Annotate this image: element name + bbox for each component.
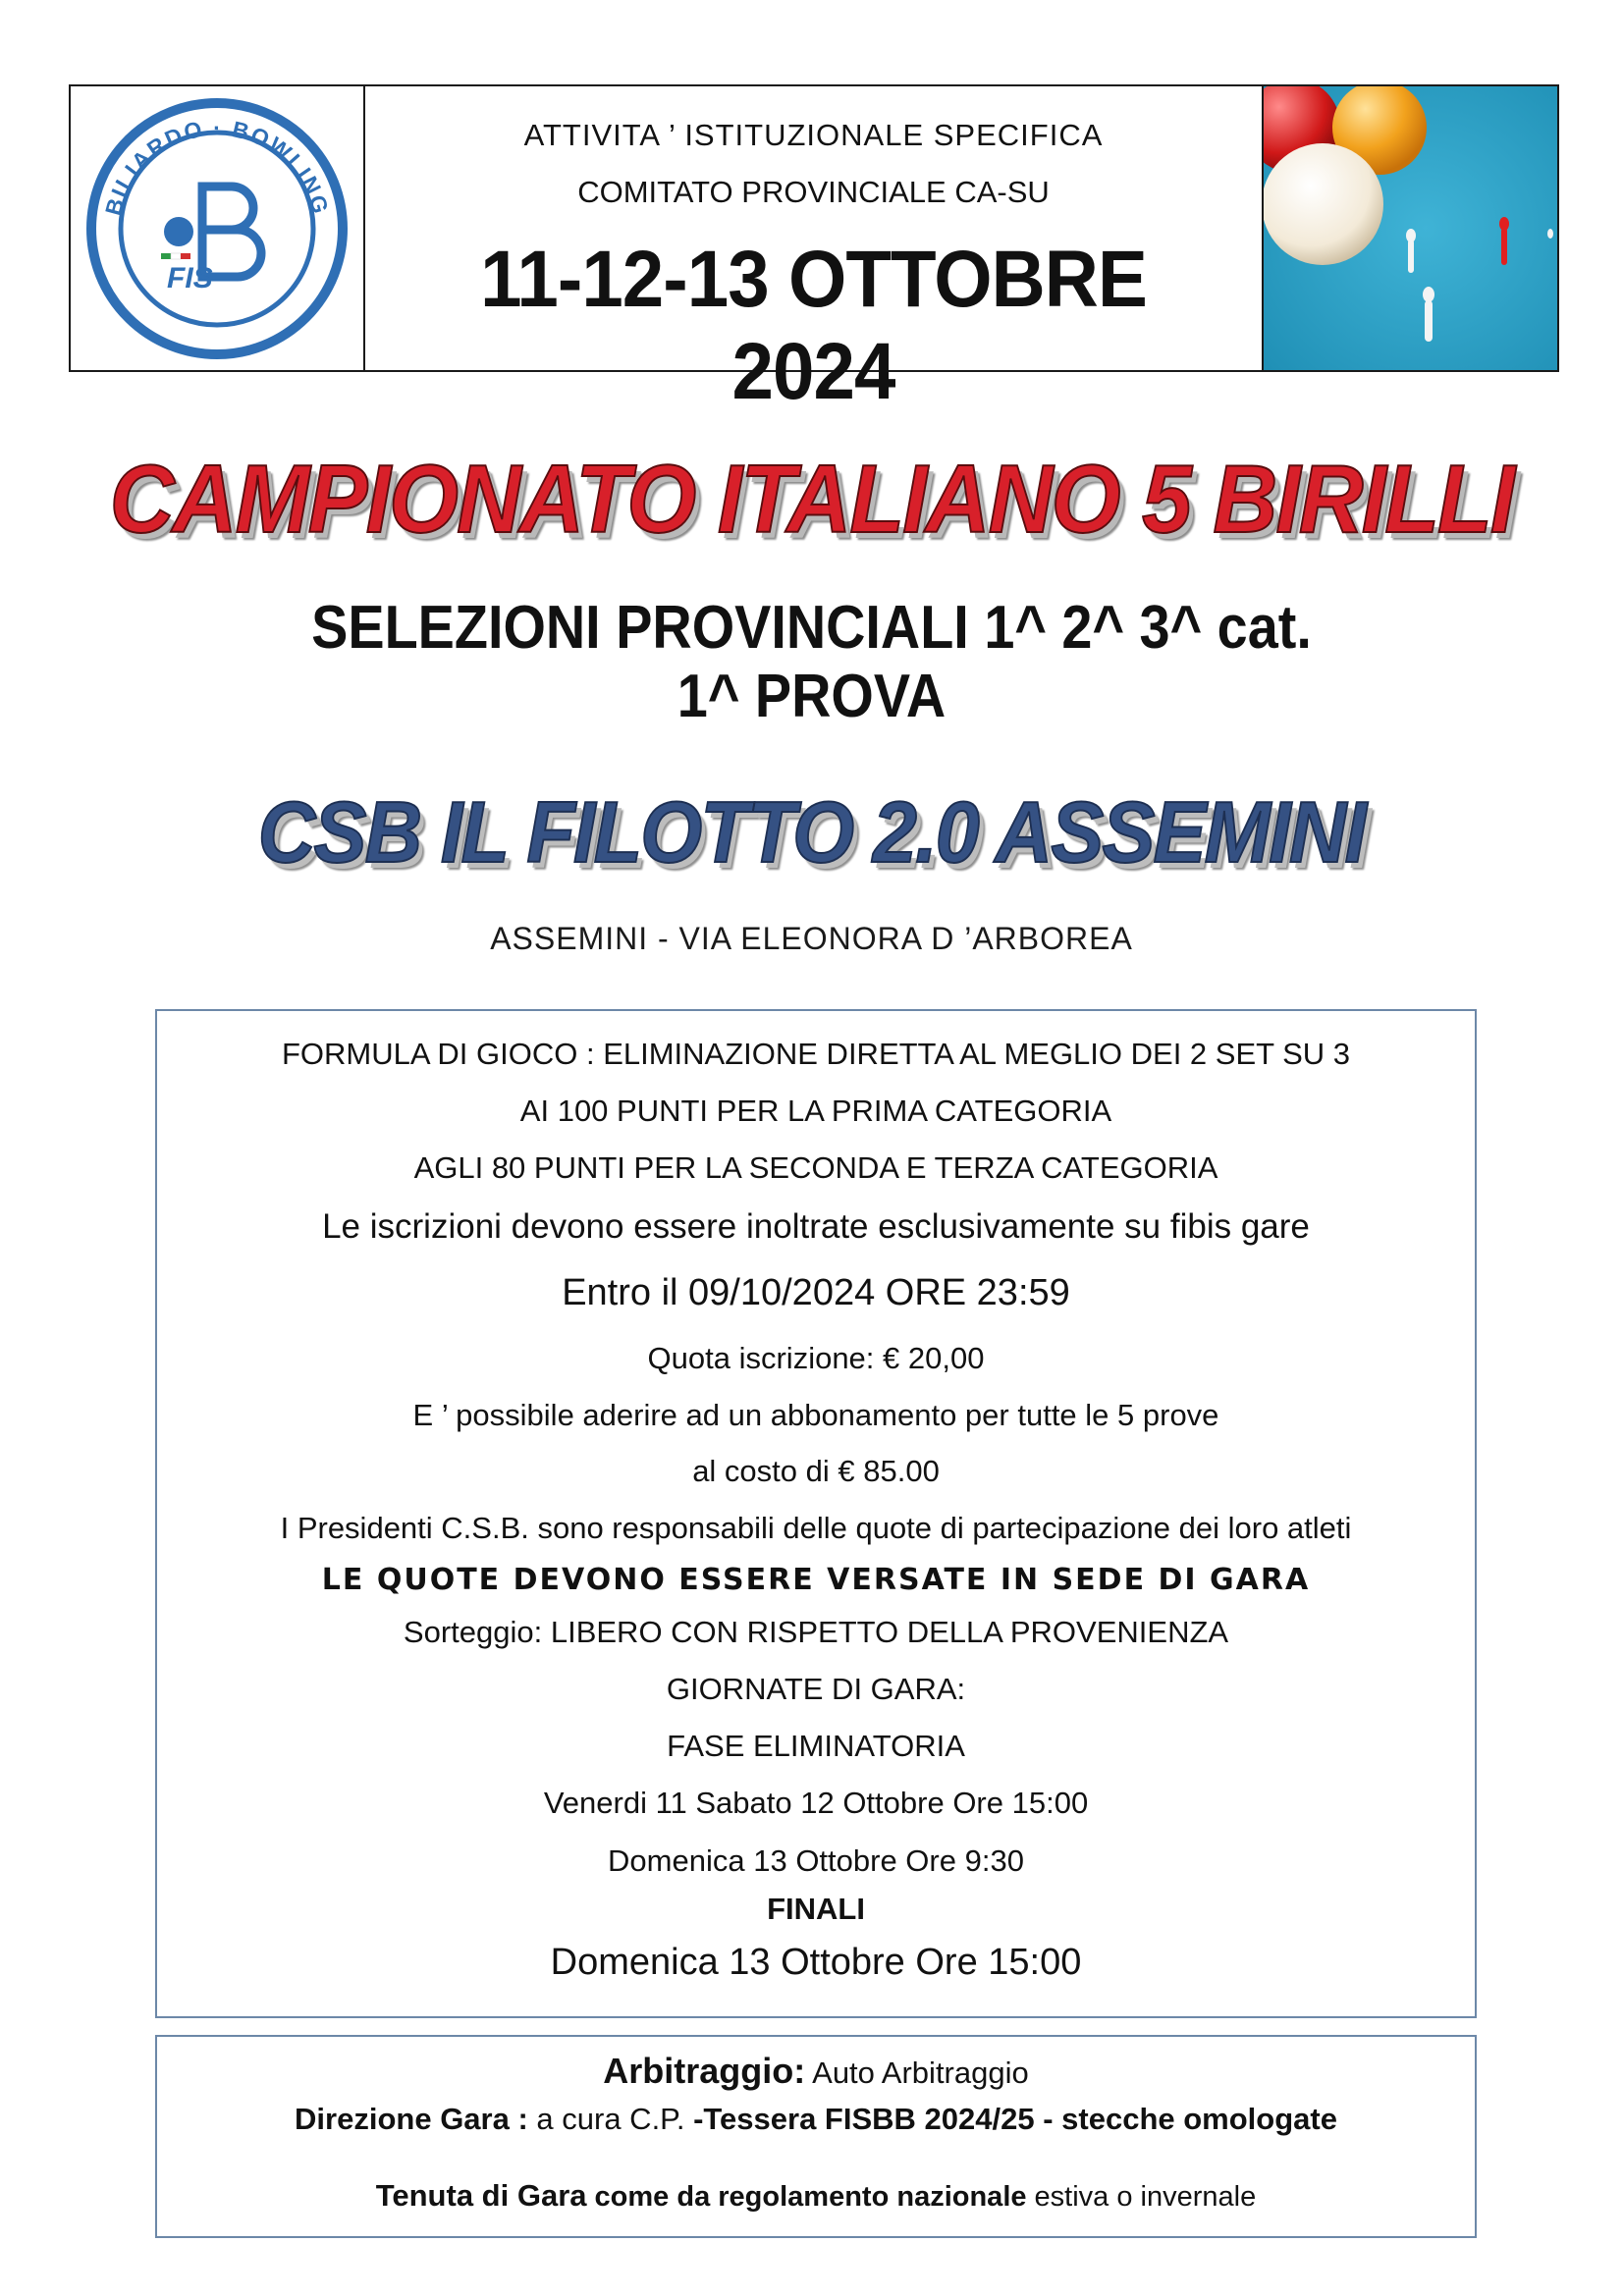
draw-value: LIBERO CON RISPETTO DELLA PROVENIENZA bbox=[542, 1615, 1229, 1649]
fees-notice: LE QUOTE DEVONO ESSERE VERSATE IN SEDE DI GARA bbox=[321, 1563, 1311, 1597]
race-days-label: GIORNATE DI GARA: bbox=[666, 1672, 966, 1706]
subscription-note: E ’ possibile aderire ad un abbonamento per tutte le 5 prove bbox=[412, 1398, 1219, 1432]
schedule-sunday: Domenica 13 Ottobre Ore 9:30 bbox=[608, 1843, 1024, 1878]
elimination-phase: FASE ELIMINATORIA bbox=[667, 1729, 965, 1763]
referee-value: Auto Arbitraggio bbox=[805, 2056, 1029, 2090]
event-date: 11-12-13 OTTOBRE 2024 bbox=[480, 235, 1147, 416]
schedule-friday-saturday: Venerdi 11 Sabato 12 Ottobre Ore 15:00 bbox=[543, 1786, 1089, 1820]
draw-label: Sorteggio: bbox=[403, 1615, 543, 1649]
selection-subtitle: SELEZIONI PROVINCIALI 1^ 2^ 3^ cat. bbox=[311, 594, 1312, 662]
game-formula: FORMULA DI GIOCO : ELIMINAZIONE DIRETTA AL MEGLIO DEI 2 SET SU 3 bbox=[281, 1037, 1351, 1071]
venue-address: ASSEMINI - VIA ELEONORA D ’ARBOREA bbox=[490, 921, 1133, 956]
referee-line bbox=[157, 2051, 1475, 2092]
finals-schedule: Domenica 13 Ottobre Ore 15:00 bbox=[550, 1942, 1082, 1983]
dress-value: estiva o invernale bbox=[1026, 2181, 1257, 2213]
venue-title: CSB IL FILOTTO 2.0 ASSEMINI bbox=[257, 783, 1366, 881]
registration-deadline: Entro il 09/10/2024 ORE 23:59 bbox=[562, 1272, 1070, 1313]
direction-line bbox=[157, 2102, 1475, 2137]
activity-line: ATTIVITA ’ ISTITUZIONALE SPECIFICA bbox=[523, 118, 1104, 152]
presidents-note: I Presidenti C.S.B. sono responsabili delle quote di partecipazione dei loro atleti bbox=[280, 1511, 1352, 1545]
subscription-cost: al costo di € 85.00 bbox=[692, 1454, 940, 1488]
points-first-category: AI 100 PUNTI PER LA PRIMA CATEGORIA bbox=[519, 1094, 1112, 1128]
championship-title: CAMPIONATO ITALIANO 5 BIRILLI bbox=[109, 445, 1514, 553]
billiard-photo-art bbox=[1264, 86, 1557, 370]
registration-note: Le iscrizioni devono essere inoltrate esclusivamente su fibis gare bbox=[322, 1207, 1310, 1246]
rules-box bbox=[155, 1009, 1477, 2018]
finals-label: FINALI bbox=[767, 1892, 865, 1926]
dress-code-line bbox=[157, 2178, 1475, 2214]
entry-fee: Quota iscrizione: € 20,00 bbox=[647, 1341, 985, 1375]
direction-label: Direzione Gara : bbox=[295, 2102, 528, 2136]
referee-box bbox=[155, 2035, 1477, 2238]
header-box bbox=[69, 84, 1559, 416]
committee-line: COMITATO PROVINCIALE CA-SU bbox=[577, 175, 1050, 209]
draw-line bbox=[157, 1615, 1475, 1650]
referee-label: Arbitraggio: bbox=[603, 2051, 806, 2091]
logo-cell bbox=[71, 86, 365, 370]
logo-letters: FIS bbox=[167, 261, 213, 294]
points-other-categories: AGLI 80 PUNTI PER LA SECONDA E TERZA CATEGORIA bbox=[413, 1150, 1218, 1185]
fisbb-logo bbox=[84, 96, 350, 361]
round-subtitle: 1^ PROVA bbox=[676, 663, 947, 730]
direction-value: a cura C.P. bbox=[527, 2102, 694, 2136]
dress-mid: come da regolamento nazionale bbox=[586, 2181, 1027, 2213]
header-text-cell bbox=[365, 86, 1264, 416]
dress-label: Tenuta di Gara bbox=[375, 2178, 587, 2213]
direction-tail: -Tessera FISBB 2024/25 - stecche omologate bbox=[693, 2102, 1337, 2136]
billiard-photo bbox=[1264, 86, 1557, 370]
logo-ring-text: BILIARDO · BOWLING bbox=[99, 114, 335, 218]
